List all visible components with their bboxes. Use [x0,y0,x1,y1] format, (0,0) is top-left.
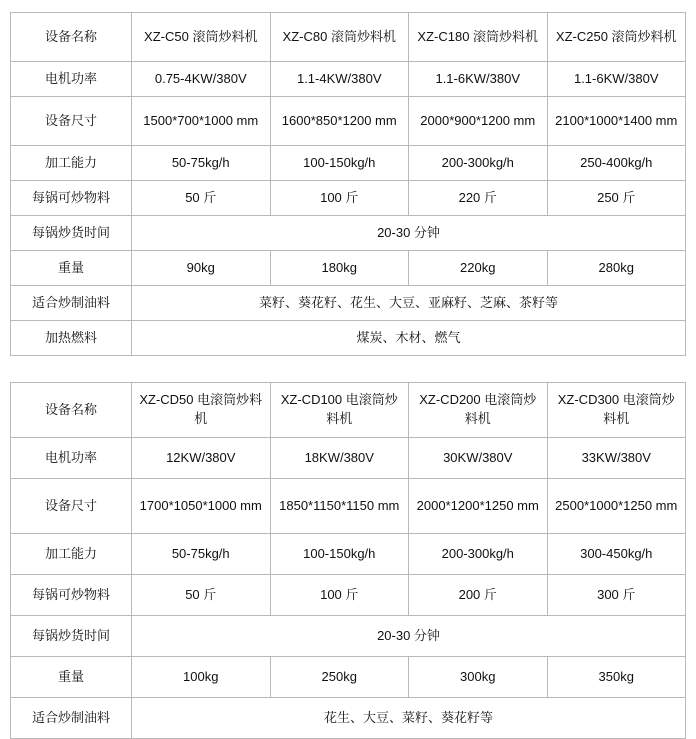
row-label-weight: 重量 [11,657,132,698]
cell-capacity-3: 200-300kg/h [409,534,548,575]
cell-perpot-1: 50 斤 [132,575,271,616]
cell-size-4: 2500*1000*1250 mm [547,479,686,534]
cell-size-2: 1600*850*1200 mm [270,97,409,146]
cell-power-4: 33KW/380V [547,438,686,479]
table-row [11,383,686,438]
cell-capacity-1: 50-75kg/h [132,534,271,575]
cell-perpot-4: 250 斤 [547,181,686,216]
cell-weight-2: 180kg [270,251,409,286]
cell-model-3: XZ-C180 滚筒炒料机 [409,13,548,62]
cell-roast-time: 20-30 分钟 [132,216,686,251]
cell-weight-3: 220kg [409,251,548,286]
table-row [11,438,686,479]
cell-size-4: 2100*1000*1400 mm [547,97,686,146]
row-label-roast-time: 每锅炒货时间 [11,616,132,657]
row-label-weight: 重量 [11,251,132,286]
cell-power-2: 1.1-4KW/380V [270,62,409,97]
table-row [11,575,686,616]
row-label-equipment-name: 设备名称 [11,383,132,438]
row-label-capacity: 加工能力 [11,534,132,575]
cell-fuel: 煤炭、木材、燃气 [132,321,686,356]
table-row [11,286,686,321]
cell-power-2: 18KW/380V [270,438,409,479]
table-row [11,146,686,181]
cell-roast-time: 20-30 分钟 [132,616,686,657]
table-row [11,657,686,698]
cell-model-4: XZ-CD300 电滚筒炒料机 [547,383,686,438]
table-row [11,181,686,216]
cell-perpot-4: 300 斤 [547,575,686,616]
table-row [11,216,686,251]
table-row [11,321,686,356]
table-row [11,251,686,286]
cell-materials: 花生、大豆、菜籽、葵花籽等 [132,698,686,739]
cell-model-2: XZ-CD100 电滚筒炒料机 [270,383,409,438]
row-label-dimensions: 设备尺寸 [11,97,132,146]
cell-capacity-4: 250-400kg/h [547,146,686,181]
cell-materials: 菜籽、葵花籽、花生、大豆、亚麻籽、芝麻、茶籽等 [132,286,686,321]
cell-perpot-2: 100 斤 [270,575,409,616]
row-label-dimensions: 设备尺寸 [11,479,132,534]
cell-model-4: XZ-C250 滚筒炒料机 [547,13,686,62]
table-row [11,97,686,146]
cell-power-1: 0.75-4KW/380V [132,62,271,97]
row-label-motor-power: 电机功率 [11,438,132,479]
table-row [11,616,686,657]
cell-perpot-2: 100 斤 [270,181,409,216]
cell-power-4: 1.1-6KW/380V [547,62,686,97]
cell-weight-1: 90kg [132,251,271,286]
cell-weight-1: 100kg [132,657,271,698]
row-label-per-pot: 每锅可炒物料 [11,181,132,216]
cell-capacity-2: 100-150kg/h [270,146,409,181]
row-label-materials: 适合炒制油料 [11,698,132,739]
table-row [11,479,686,534]
table-row [11,698,686,739]
drum-roaster-gas-table [10,12,686,356]
table-row [11,13,686,62]
cell-capacity-2: 100-150kg/h [270,534,409,575]
cell-model-1: XZ-CD50 电滚筒炒料机 [132,383,271,438]
cell-power-3: 1.1-6KW/380V [409,62,548,97]
cell-model-1: XZ-C50 滚筒炒料机 [132,13,271,62]
row-label-roast-time: 每锅炒货时间 [11,216,132,251]
cell-size-3: 2000*1200*1250 mm [409,479,548,534]
row-label-capacity: 加工能力 [11,146,132,181]
table-row [11,62,686,97]
row-label-materials: 适合炒制油料 [11,286,132,321]
cell-weight-3: 300kg [409,657,548,698]
table-gap [10,356,686,382]
cell-weight-4: 350kg [547,657,686,698]
cell-perpot-3: 220 斤 [409,181,548,216]
cell-model-3: XZ-CD200 电滚筒炒料机 [409,383,548,438]
cell-power-3: 30KW/380V [409,438,548,479]
cell-size-1: 1700*1050*1000 mm [132,479,271,534]
cell-weight-2: 250kg [270,657,409,698]
row-label-equipment-name: 设备名称 [11,13,132,62]
cell-capacity-1: 50-75kg/h [132,146,271,181]
row-label-motor-power: 电机功率 [11,62,132,97]
cell-size-2: 1850*1150*1150 mm [270,479,409,534]
cell-perpot-1: 50 斤 [132,181,271,216]
cell-model-2: XZ-C80 滚筒炒料机 [270,13,409,62]
cell-weight-4: 280kg [547,251,686,286]
cell-capacity-3: 200-300kg/h [409,146,548,181]
row-label-per-pot: 每锅可炒物料 [11,575,132,616]
cell-power-1: 12KW/380V [132,438,271,479]
table-row [11,534,686,575]
drum-roaster-electric-table [10,382,686,739]
cell-size-3: 2000*900*1200 mm [409,97,548,146]
cell-capacity-4: 300-450kg/h [547,534,686,575]
cell-perpot-3: 200 斤 [409,575,548,616]
row-label-fuel: 加热燃料 [11,321,132,356]
cell-size-1: 1500*700*1000 mm [132,97,271,146]
